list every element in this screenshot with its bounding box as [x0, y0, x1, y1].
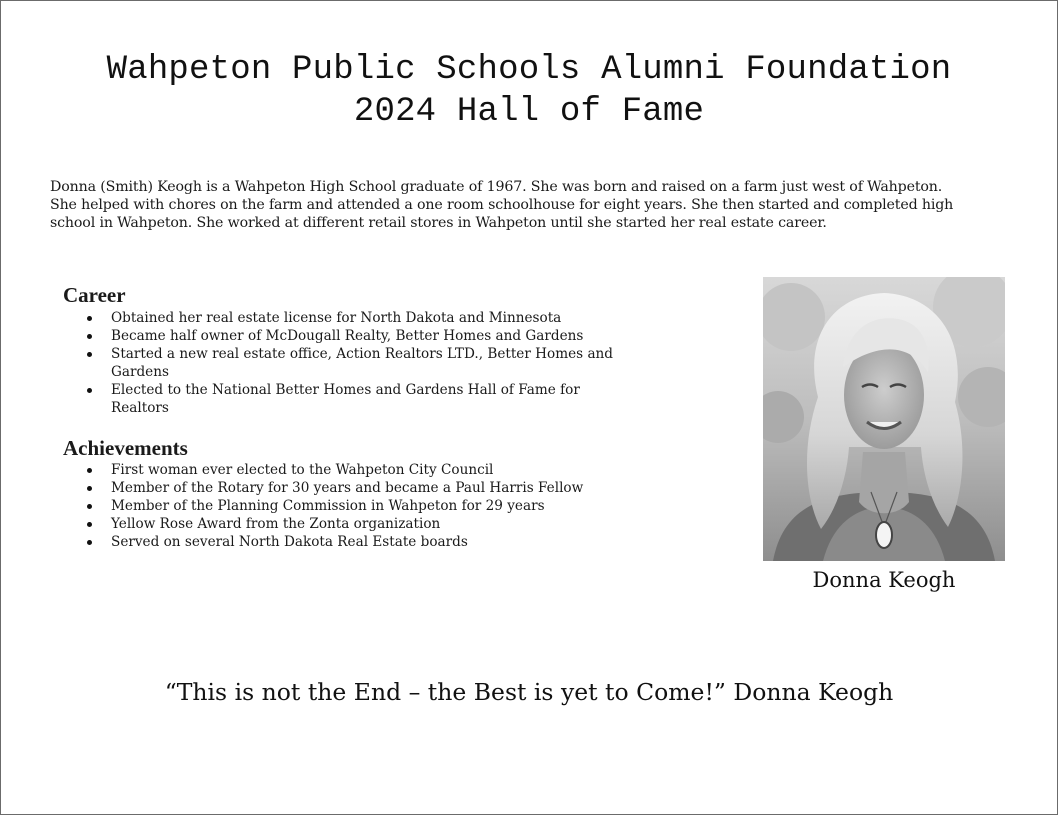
achievements-heading: Achievements: [63, 436, 188, 460]
portrait-photo: [763, 277, 1005, 561]
intro-line: school in Wahpeton. She worked at different retail stores in Wahpeton until she started her real estate career.: [50, 215, 827, 231]
photo-caption: Donna Keogh: [812, 568, 956, 592]
list-item: Served on several North Dakota Real Estate boards: [81, 533, 681, 551]
list-item: First woman ever elected to the Wahpeton City Council: [81, 461, 681, 479]
list-item: Yellow Rose Award from the Zonta organization: [81, 515, 681, 533]
list-item: Became half owner of McDougall Realty, Better Homes and Gardens: [81, 327, 641, 345]
career-heading: Career: [63, 283, 126, 307]
list-item: Obtained her real estate license for North Dakota and Minnesota: [81, 309, 641, 327]
list-item: Member of the Rotary for 30 years and became a Paul Harris Fellow: [81, 479, 681, 497]
achievements-list: [81, 461, 681, 551]
list-item: Started a new real estate office, Action Realtors LTD., Better Homes and Gardens: [81, 345, 641, 381]
intro-line: She helped with chores on the farm and attended a one room schoolhouse for eight years. She then started and completed high: [50, 197, 954, 213]
closing-quote: “This is not the End – the Best is yet to Come!” Donna Keogh: [164, 678, 894, 706]
career-list: [81, 309, 641, 417]
page-subtitle: 2024 Hall of Fame: [353, 93, 705, 131]
intro-line: Donna (Smith) Keogh is a Wahpeton High School graduate of 1967. She was born and raised on a farm just west of Wahpeton.: [50, 179, 943, 195]
list-item: Elected to the National Better Homes and Gardens Hall of Fame for Realtors: [81, 381, 641, 417]
list-item: Member of the Planning Commission in Wahpeton for 29 years: [81, 497, 681, 515]
page-title: Wahpeton Public Schools Alumni Foundation: [106, 51, 952, 89]
intro-paragraph: [50, 178, 1020, 232]
